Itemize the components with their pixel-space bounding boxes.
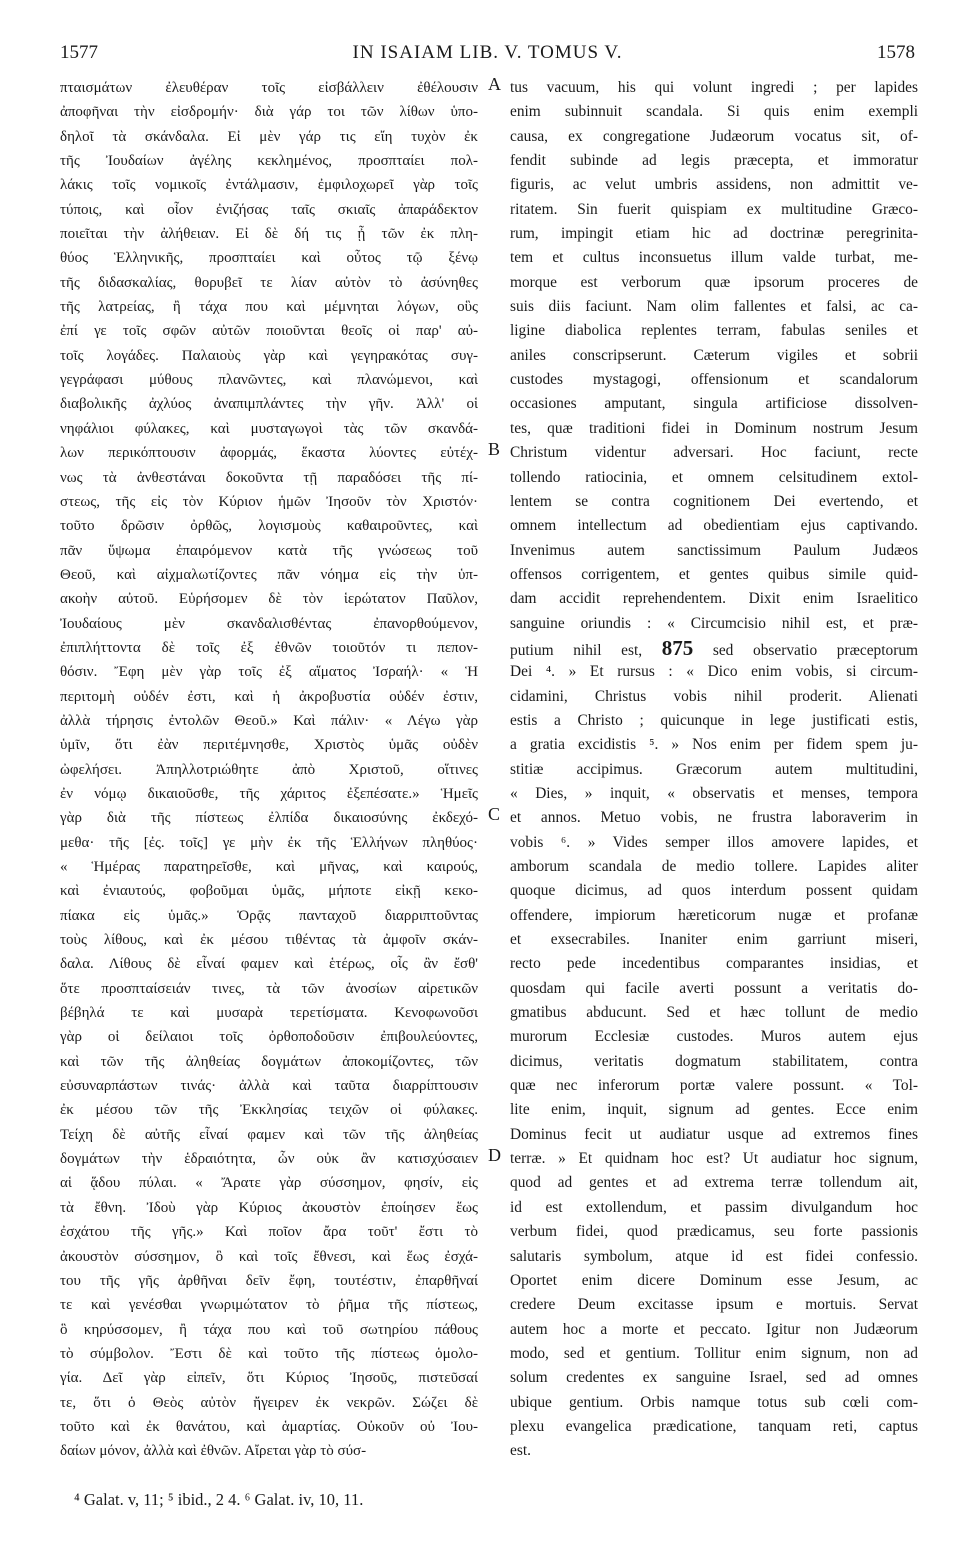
text-line: fendit subinde ad legis præcepta, et immoratur [510, 152, 918, 170]
text-line: βέβηλά τε καὶ μυσαρὰ τερετίσματα. Κενοφωνοῦσι [60, 1005, 478, 1022]
text-line: τύποις, καὶ οἷον ἐνιζήσας ταῖς σκιαῖς ἀπαράδεκτον [60, 201, 478, 218]
text-line: id est extollendum, et passim divulgandum hoc [510, 1198, 918, 1216]
text-line: figuris, ac velut umbris assidens, non admittit ve- [510, 176, 918, 194]
text-line: occasiones amputant, singula artificiose dissolven- [510, 395, 918, 413]
text-line: tes, quæ traditioni fidei in Dominum nostrum Jesum [510, 419, 918, 437]
text-line: quæ nec inferorum portæ valere possunt. « Tol- [510, 1077, 918, 1095]
text-line: estis a Christo ; quicunque in lege justificati estis, [510, 711, 918, 729]
text-line: πταισμάτων ἐλευθέραν τοῖς εἰσβάλλειν ἐθέλουσιν [60, 80, 478, 96]
left-column-number: 1577 [60, 42, 98, 63]
margin-marker-d: D [488, 1145, 501, 1165]
text-line: δηλοῖ τὰ σκάνδαλα. Εἰ μὲν γάρ τις εἴη τυχὸν ἐκ [60, 128, 478, 145]
text-line: τοῖς λογάδες. Παλαιοὺς γὰρ καὶ γεγηρακότας συγ- [60, 347, 478, 364]
text-line: putium nihil est, 875 sed observatio præceptorum [510, 635, 918, 660]
text-line: μεθα· τῆς [ἐς. τοῖς] γε μὴν ἐκ τῆς Ἑλλήνων πληθύος· [60, 834, 478, 851]
text-line: πίακα εἰς ὑμᾶς.» Ὁρᾷς πανταχοῦ διαρριπτοῦντας [60, 907, 478, 924]
text-line: ποιεῖται τὴν ἀλήθειαν. Εἰ δὲ δή τις ᾖ τῶν ἐκ πλη- [60, 226, 478, 243]
text-line: Oportet enim dicere Dominum esse Jesum, ac [510, 1271, 918, 1289]
text-line: θύος Ἑλληνικῆς, προσπταίει καὶ οὗτος τῷ ξένῳ [60, 250, 478, 267]
text-line: rum, impingit etiam hic ad doctrinæ peregrinita- [510, 225, 918, 243]
text-line: verbum fidei, quod prædicamus, seu forte passionis [510, 1223, 918, 1241]
text-line: αἱ ᾅδου πύλαι. « Ἄρατε γὰρ σύσσημον, φησίν, εἰς [60, 1175, 478, 1192]
text-line: τῆς διδασκαλίας, θορυβεῖ τε λίαν αὐτὸν τὸ ἀσύνηθες [60, 274, 478, 291]
text-line: ἀποφῆναι τὴν εἰσδρομήν· διὰ γάρ τοι τῶν λίθων ὑπο- [60, 104, 478, 121]
text-line: εὐσυναρπάστων τινάς· ἀλλὰ καὶ ταῦτα διαρρίπτουσιν [60, 1078, 478, 1095]
text-line: λάκις τοῖς νομικοῖς ἐντάλμασιν, ἐμφιλοχωρεῖ γὰρ τοῖς [60, 177, 478, 194]
text-line: offensos corrigentem, et gentes quibus simile quid- [510, 565, 918, 583]
text-line: ubique gentium. Orbis namque totus sub cœli com- [510, 1393, 918, 1411]
text-line: « Ἡμέρας παρατηρεῖσθε, καὶ μῆνας, καὶ καιρούς, [60, 859, 478, 875]
text-line: ακοὴν αὐτοῦ. Εὑρήσομεν δὲ τὸν ἱερώτατον Παῦλον, [60, 591, 478, 608]
text-line: γία. Δεῖ γὰρ εἰπεῖν, ὅτι Κύριος Ἰησοῦς, πιστεῦσαί [60, 1370, 478, 1387]
text-line: καὶ ἐνιαυτούς, φοβοῦμαι ὑμᾶς, μήποτε εἰκῇ κεκο- [60, 883, 478, 900]
text-line: aniles conscripserunt. Cæterum vigiles et sobrii [510, 346, 918, 364]
text-line: Τείχη δὲ αὐτῆς εἶναί φαμεν καὶ τῶν τῆς ἀληθείας [60, 1126, 478, 1143]
text-line: dam accidit reprehendentem. Dixit enim Israelitico [510, 590, 918, 608]
text-line: ritatem. Sin fuerit quispiam ex multitudine Græco- [510, 200, 918, 218]
text-line: a gratia excidistis ⁵. » Nos enim per fidem spem ju- [510, 736, 918, 754]
running-header [60, 42, 915, 68]
text-line: amborum scandala de medio tollere. Lapides aliter [510, 858, 918, 875]
text-line: ἀλλὰ τήρησις ἐντολῶν Θεοῦ.» Καὶ πάλιν· « Λέγω γὰρ [60, 712, 478, 729]
text-line: ligine diabolica replentes terram, fabulas seniles et [510, 322, 918, 340]
text-line: et exsecrabiles. Inaniter enim garriunt miseri, [510, 931, 918, 949]
running-title: IN ISAIAM LIB. V. TOMUS V. [352, 42, 623, 63]
text-line: quod ad gentes et ad extrema terræ tollendum ait, [510, 1174, 918, 1192]
text-line: θόσιν. Ἔφη μὲν γὰρ τοῖς ἐξ αἵματος Ἰσραήλ· « Ἡ [60, 664, 478, 681]
margin-marker-b: B [488, 439, 501, 459]
text-line: Θεοῦ, καὶ αἰχμαλωτίζοντες πᾶν νόημα εἰς τὴν ὑπ- [60, 566, 478, 583]
text-line: πᾶν ὕψωμα ἐπαιρόμενον κατὰ τῆς γνώσεως τοῦ [60, 542, 478, 559]
text-line: τῆς λατρείας, ἢ τάχα που καὶ μέμνηται λόγων, οὓς [60, 299, 478, 316]
text-line: enim subinnuit scandala. Si quis enim exempli [510, 103, 918, 121]
text-line: καὶ τῶν τῆς ἀληθείας δογμάτων ἀποκομίζοντες, τῶν [60, 1053, 478, 1070]
text-line: cidamini, Christus vobis nihil proderit. Alienati [510, 687, 918, 705]
text-line: τε, ὅτι ὁ Θεὸς αὐτὸν ἤγειρεν ἐκ νεκρῶν. Σώζει δὲ [60, 1394, 478, 1411]
text-line: est. [510, 1442, 531, 1460]
text-line: offendere, impiorum hæreticorum nugæ et profanæ [510, 906, 918, 924]
text-line: tus vacuum, his qui volunt ingredi ; per lapides [510, 79, 918, 96]
text-line: ἐπιπλήττοντα δὲ τοῖς ἐξ ἐθνῶν τοιοῦτόν τι πεπον- [60, 639, 478, 656]
text-line: ἀκουστὸν σύσσημον, ὃ καὶ τοῖς ἔθνεσι, καὶ ἕως ἐσχά- [60, 1248, 478, 1265]
text-line: Invenimus autem sanctissimum Paulum Judæos [510, 541, 918, 559]
text-line: autem hoc a morte et peccato. Igitur non Judæorum [510, 1320, 918, 1338]
text-line: modo, sed et gentium. Tollitur enim signum, non ad [510, 1344, 918, 1362]
text-line: τῆς Ἰουδαίων ἀγέλης κεκλημένος, προσπταίει πολ- [60, 153, 478, 170]
margin-marker-c: C [488, 804, 501, 824]
page-number-marker: 875 [661, 635, 694, 660]
text-line: causa, ex congregatione Judæorum vocatus sit, of- [510, 127, 918, 145]
text-line: ἐκ μέσου τῶν τῆς Ἐκκλησίας τειχῶν οἱ φύλακες. [60, 1102, 478, 1119]
text-line: plexu evangelica prædicatione, tanquam reti, captus [510, 1417, 918, 1435]
text-line: ἐν νόμῳ δικαιοῦσθε, τῆς χάριτος ἐξεπέσατε.» Ἡμεῖς [60, 785, 478, 802]
text-line: τὰ ἔθνη. Ἰδοὺ γὰρ Κύριος ἀκουστὸν ἐποίησεν ἕως [60, 1199, 478, 1216]
text-line: et annos. Metuo vobis, ne frustra laboraverim in [510, 809, 918, 827]
text-line: quoque dicimus, ad quos interdum possent quidam [510, 882, 918, 900]
text-line: νηφάλιοι φύλακες, καὶ μυσταγωγοὶ τὰς τῶν σκανδά- [60, 420, 478, 437]
text-line: τοὺς λίθους, καὶ ἐκ μέσου τιθέντας τὰ ἀμφοῖν σκάν- [60, 932, 478, 949]
text-line: Christum videntur adversari. Hoc faciunt, recte [510, 444, 918, 462]
text-line: ἐσχάτου τῆς γῆς.» Καὶ ποῖον ἄρα τοῦτ' ἔστι τὸ [60, 1224, 478, 1241]
text-line: lentem se contra cognitionem Dei evertendo, et [510, 492, 918, 510]
text-line: του τῆς γῆς ἀρθῆναι δεῖν ἔφη, τουτέστιν, ἐπαρθῆναί [60, 1272, 478, 1289]
text-line: suis diis faciunt. Nam olim fallentes et falsi, ac ca- [510, 298, 918, 316]
text-line: ὃ κηρύσσομεν, ἢ τάχα που καὶ τοῦ σωτηρίου πάθους [60, 1321, 478, 1338]
text-line: νως τὰ ἀνθεστάναι δοκοῦντα τῇ παραδόσει τῆς πί- [60, 469, 478, 486]
text-line: custodes mystagogi, offensionum et scandalorum [510, 371, 918, 389]
text-line: quosdam qui facile averti possunt a veritatis do- [510, 979, 918, 997]
text-line: τοῦτο καὶ ἐκ θανάτου, καὶ ἁμαρτίας. Οὐκοῦν οὐ Ἰου- [60, 1418, 478, 1435]
text-line: stitiæ accipimus. Græcorum autem multitudini, [510, 760, 918, 778]
text-line: Dei ⁴. » Et rursus : « Dico enim vobis, si circum- [510, 663, 918, 681]
text-line: recto pede incedentibus comparantes insidias, et [510, 955, 918, 973]
text-line: morque est verborum quæ ipsorum proceres de [510, 273, 918, 291]
text-line: tem et cultus inconsuetus illum valde turbat, me- [510, 249, 918, 267]
footnotes: ⁴ Galat. v, 11; ⁵ ibid., 2 4. ⁶ Galat. iv, 10, 11. [74, 1490, 364, 1509]
text-line: τε καὶ γενέσθαι γνωριμώτατον τὸ ῥῆμα τῆς πίστεως, [60, 1297, 478, 1314]
text-line: στεως, τῆς εἰς τὸν Κύριον ἡμῶν Ἰησοῦν τὸν Χριστόν· [60, 493, 478, 510]
text-line: gmatibus abducunt. Sed et hæc tollunt de medio [510, 1004, 918, 1022]
margin-marker-a: A [488, 74, 501, 94]
text-line: murorum Ecclesiæ custodes. Muros autem ejus [510, 1028, 918, 1046]
text-line: γὰρ διὰ τῆς πίστεως ἐλπίδα δικαιοσύνης ἐκδεχό- [60, 810, 478, 827]
text-line: Ἰουδαίους μὲν σκανδαλισθέντας ἐπανορθούμενον, [60, 615, 478, 632]
text-line: λων περικόπτουσιν ἀφορμάς, ἕκαστα λύοντες εὐτέχ- [60, 445, 478, 462]
text-line: terræ. » Et quidnam hoc est? Ut audiatur hoc signum, [510, 1150, 918, 1168]
text-line: περιτομὴ οὐδέν ἐστι, καὶ ἡ ἀκροβυστία οὐδέν ἐστιν, [60, 688, 478, 705]
text-line: ὅτε προσπταίσειάν τινες, τὰ τῶν ἀνοσίων αἱρετικῶν [60, 980, 478, 997]
latin-text-column [510, 76, 918, 1464]
text-line: vobis ⁶. » Vides semper illos amovere lapides, et [510, 833, 918, 851]
text-line: γεγράφασι μύθους πλανῶντες, καὶ πλανώμενοι, καὶ [60, 372, 478, 389]
text-line: lite enim, inquit, signum ad gentes. Ecce enim [510, 1101, 918, 1119]
right-column-number: 1578 [877, 42, 915, 63]
text-line: dicimus, veritatis dogmatum stabilitatem, contra [510, 1052, 918, 1070]
text-line: γὰρ οἱ δείλαιοι τοῖς ὀρθοποδοῦσιν ἐπιβουλεύοντες, [60, 1029, 478, 1046]
greek-text-column [60, 76, 478, 1464]
text-line: δογμάτων τὴν ἑδραιότητα, ὧν οὐκ ἂν κατισχύσαιεν [60, 1151, 478, 1168]
text-line: δαίων μόνον, ἀλλὰ καὶ ἐθνῶν. Αἴρεται γὰρ τὸ σύσ- [60, 1443, 367, 1460]
text-line: ὑμῖν, ὅτι ἐὰν περιτέμνησθε, Χριστὸς ὑμᾶς οὐδὲν [60, 737, 478, 754]
text-line: sanguine oriundis : « Circumcisio nihil est, et præ- [510, 614, 918, 632]
text-line: tollendo ratiocinia, et omnem celsitudinem extol- [510, 468, 918, 486]
text-line: Dominus fecit ut audiatur usque ad extremos fines [510, 1125, 918, 1143]
text-line: « Dies, » inquit, « observatis et menses, tempora [510, 784, 918, 802]
text-line: omnem intellectum ad obedientiam ejus captivando. [510, 517, 918, 535]
text-line: διαβολικῆς ἀχλύος ἀναπιμπλάντες τὴν γῆν. Ἀλλ' οἱ [60, 396, 478, 413]
text-line: salutaris symbolum, atque id est fidei confessio. [510, 1247, 918, 1265]
text-line: ὠφελήσει. Ἀπηλλοτριώθητε ἀπὸ Χριστοῦ, οἵτινες [60, 761, 478, 778]
text-line: solum credentes ex sanguine Israel, sed ad omnes [510, 1369, 918, 1387]
text-line: τὸ σύμβολον. Ἔστι δὲ καὶ τοῦτο τῆς πίστεως ὁμολο- [60, 1345, 478, 1362]
text-line: δαλα. Λίθους δὲ εἶναί φαμεν καὶ ἑτέρως, οἷς ἂν ἔσθ' [60, 956, 478, 973]
text-line: credere Deum excitasse ipsum e mortuis. Servat [510, 1296, 918, 1314]
text-line: τοῦτο δρῶσιν ὀρθῶς, λογισμοὺς καθαιροῦντες, καὶ [60, 518, 478, 535]
text-line: ἐπί γε τοῖς σφῶν αὐτῶν ποιοῦνται θεοῖς οἱ παρ' αὐ- [60, 323, 478, 340]
